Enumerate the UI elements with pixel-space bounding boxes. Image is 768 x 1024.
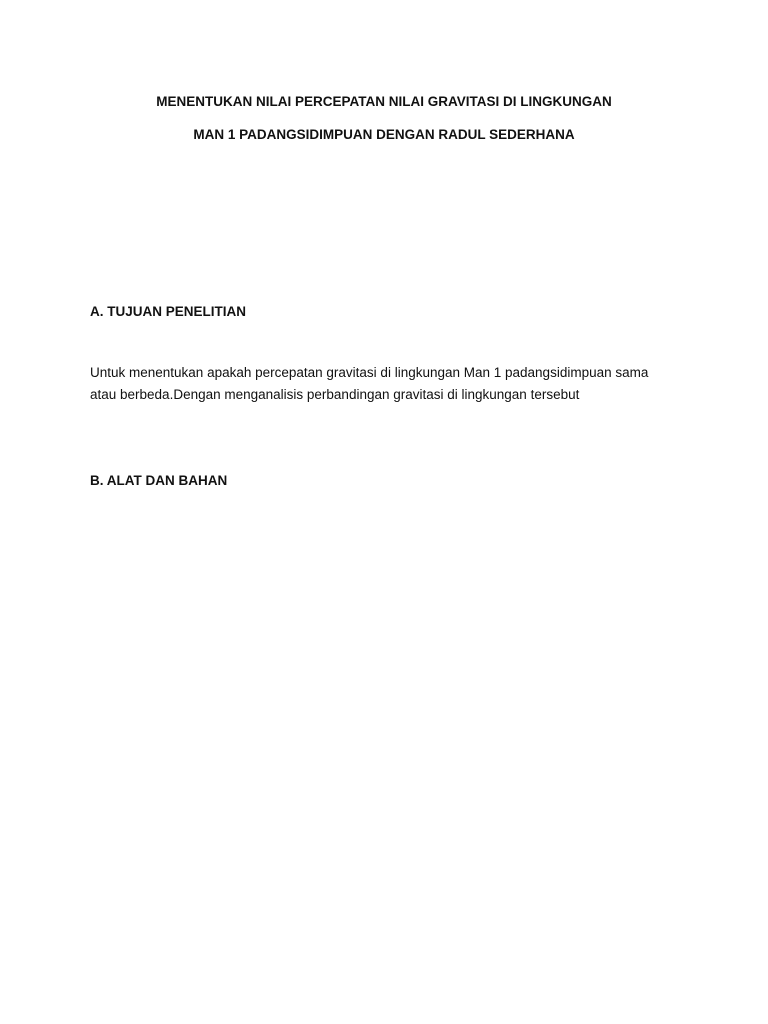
paragraph-line: atau berbeda.Dengan menganalisis perbandingan gravitasi di lingkungan tersebut (90, 387, 580, 402)
document-title-line-1: MENENTUKAN NILAI PERCEPATAN NILAI GRAVITASI DI LINGKUNGAN (156, 94, 612, 109)
section-heading-tujuan: A. TUJUAN PENELITIAN (90, 304, 247, 319)
paragraph-line: Untuk menentukan apakah percepatan gravitasi di lingkungan Man 1 padangsidimpuan sama (90, 365, 649, 380)
document-title-line-2: MAN 1 PADANGSIDIMPUAN DENGAN RADUL SEDERHANA (193, 127, 575, 142)
section-heading-alat-bahan: B. ALAT DAN BAHAN (90, 473, 228, 488)
section-paragraph-tujuan (90, 362, 680, 406)
